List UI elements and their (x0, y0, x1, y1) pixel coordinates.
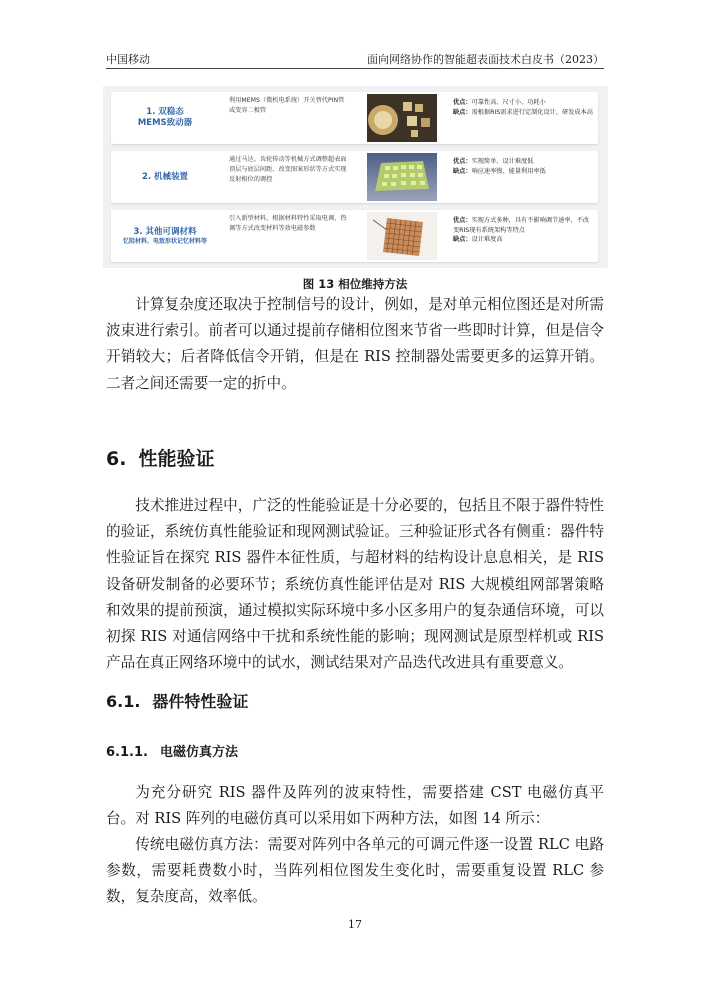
material-array-photo (367, 212, 437, 260)
row-description: 通过马达、齿轮传动等机械方式调整超表面顶层与底层间距、改变图案形状等方式实现反射相位的调控 (229, 156, 347, 183)
paragraph-text: 技术推进过程中，广泛的性能验证是十分必要的，包括且不限于器件特性的验证，系统仿真性能验证和现网测试验证。三种验证形式各有侧重：器件特性验证旨在探究 RIS 器件本征性质，与超材料的结构设计息息相关，是 RIS 设备研发制备的必要环节；系统仿真性能评估是对 RIS 大规模组网部署策略和效果的提前预演，通过模拟实际环境中多小区多用户的复杂通信环境，可以初探 RIS 对通信网络中干扰和系统性能的影响；现网测试是原型样机或 RIS 产品在真正网络环境中的试水，测试结果对产品迭代改进具有重要意义。 (106, 497, 604, 672)
figure-row-tunable-materials (111, 210, 598, 262)
pros-cons (453, 98, 595, 117)
subsubsection-title: 电磁仿真方法 (159, 745, 238, 760)
subsection-number: 6.1. (106, 692, 141, 711)
paragraph-text: 为充分研究 RIS 器件及阵列的波束特性，需要搭建 CST 电磁仿真平台。对 RIS 阵列的电磁仿真可以采用如下两种方法，如图 14 所示： (106, 784, 604, 828)
cons-text: 需根据RIS需求进行定制化设计，研发成本高 (471, 108, 593, 116)
header-left: 中国移动 (106, 53, 150, 66)
row-title (115, 92, 215, 144)
row-description: 利用MEMS（微机电系统）开关替代PIN管或变容二极管 (229, 97, 345, 114)
row-title-line2: MEMS致动器 (137, 118, 193, 128)
section-title: 性能验证 (138, 448, 215, 470)
pros-text: 实现简单、设计难度低 (471, 158, 534, 165)
subsubsection-heading (106, 741, 238, 760)
figure-row-mechanical (111, 151, 598, 203)
figure-row-mems (111, 92, 598, 144)
subsubsection-number: 6.1.1. (106, 745, 148, 760)
section-heading (106, 444, 214, 471)
row-description: 引入新型材料，根据材料特性采取电调、热调等方式改变材料等效电磁参数 (229, 215, 347, 232)
phase-maintenance-figure (103, 86, 608, 268)
mems-device-photo (367, 94, 437, 142)
subsection-heading (106, 689, 248, 712)
paragraph-text: 传统电磁仿真方法：需要对阵列中各单元的可调元件逐一设置 RLC 电路参数，需要耗费数小时，当阵列相位图发生变化时，需要重复设置 RLC 参数，复杂度高，效率低。 (106, 836, 604, 906)
pros-cons (453, 157, 595, 176)
paragraph-verification (106, 493, 604, 676)
pros-label: 优点： (453, 158, 472, 165)
paragraph-traditional-method (106, 832, 604, 911)
page-number: 17 (348, 918, 362, 931)
cons-text: 设计难度高 (471, 236, 503, 243)
mechanical-device-photo (367, 153, 437, 201)
pros-text: 实现方式多种，具有不影响调节速率、不改变RIS现有系统架构等特点 (453, 217, 590, 234)
figure-caption: 图 13 相位维持方法 (302, 277, 408, 291)
pros-label: 优点： (453, 217, 472, 224)
pros-text: 可靠性高、尺寸小、功耗小 (471, 99, 546, 106)
pros-cons (453, 216, 595, 245)
section-number: 6. (106, 448, 127, 470)
row-title-line1: 2. 机械装置 (141, 171, 189, 182)
header-right: 面向网络协作的智能超表面技术白皮书（2023） (367, 53, 604, 66)
page-header (106, 48, 604, 69)
row-title (115, 151, 215, 203)
paragraph-cst-platform (106, 780, 604, 832)
row-title (115, 210, 215, 262)
cons-label: 缺点： (453, 108, 472, 116)
cons-label: 缺点： (453, 236, 472, 243)
row-subtitle: 忆阻材料、电致形状记忆材料等 (122, 237, 207, 245)
cons-text: 响应速率慢、能量利用率低 (471, 167, 546, 175)
pros-label: 优点： (453, 99, 472, 106)
paragraph-text: 计算复杂度还取决于控制信号的设计，例如，是对单元相位图还是对所需波束进行索引。前者可以通过提前存储相位图来节省一些即时计算，但是信令开销较大；后者降低信令开销，但是在 RIS 控制器处需要更多的运算开销。二者之间还需要一定的折中。 (106, 296, 604, 392)
row-title-line1: 3. 其他可调材料 (133, 226, 197, 237)
subsection-title: 器件特性验证 (152, 692, 249, 711)
cons-label: 缺点： (453, 167, 472, 175)
row-title-line1: 1. 双稳态 (146, 107, 184, 117)
paragraph-computation (106, 292, 604, 397)
